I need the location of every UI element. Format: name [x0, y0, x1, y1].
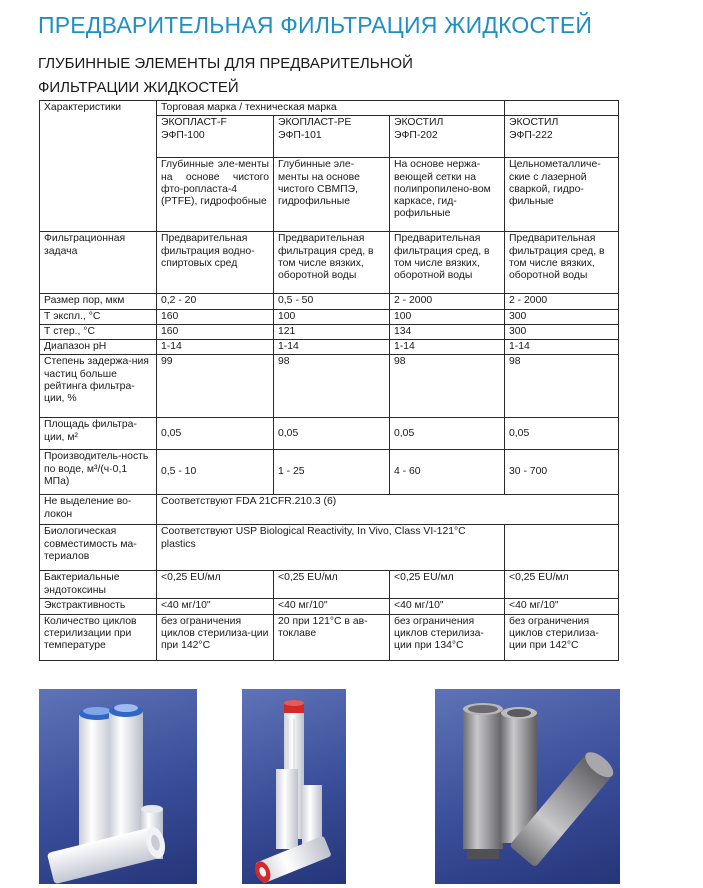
table-cell: Предварительная фильтрация сред, в том числе вязких, оборотной воды [274, 232, 390, 294]
row-label: Производитель-ность по воде, м³/(ч·0,1 МПа) [40, 450, 157, 495]
product-description: Цельнометалличе-ские с лазерной сваркой, гидро-фильные [505, 158, 619, 232]
table-cell: 98 [505, 355, 619, 418]
product-model: ЭФП-100 [161, 129, 205, 141]
table-cell: без ограничения циклов стерилиза-ции при 142°С [157, 614, 274, 660]
table-row [40, 450, 619, 495]
table-cell: 4 - 60 [390, 450, 505, 495]
product-header [505, 116, 619, 158]
product-description: Глубинные эле-менты на основе чистого СВМПЭ, гидрофильные [274, 158, 390, 232]
row-label: Т стер., °С [40, 324, 157, 339]
table-row [40, 355, 619, 418]
table-row [40, 614, 619, 660]
row-label: Бактериальные эндотоксины [40, 571, 157, 599]
table-cell: без ограничения циклов стерилиза-ции при 134°С [390, 614, 505, 660]
table-cell: 160 [157, 324, 274, 339]
table-cell: 30 - 700 [505, 450, 619, 495]
table-cell: 99 [157, 355, 274, 418]
table-row [40, 418, 619, 450]
table-cell: 98 [390, 355, 505, 418]
table-cell: <0,25 EU/мл [390, 571, 505, 599]
table-cell: 98 [274, 355, 390, 418]
product-brand: ЭКОСТИЛ [509, 117, 559, 129]
row-label: Площадь фильтра-ции, м² [40, 418, 157, 450]
product-brand: ЭКОПЛАСТ-F [161, 117, 227, 129]
table-cell: Предварительная фильтрация водно-спиртовых сред [157, 232, 274, 294]
page-title: ПРЕДВАРИТЕЛЬНАЯ ФИЛЬТРАЦИЯ ЖИДКОСТЕЙ [38, 12, 593, 38]
table-cell: 100 [390, 309, 505, 324]
table-cell: <40 мг/10" [274, 599, 390, 614]
row-label: Количество циклов стерилизации при температуре [40, 614, 157, 660]
table-cell: 0,05 [505, 418, 619, 450]
product-model: ЭФП-101 [278, 129, 322, 141]
table-cell: 300 [505, 324, 619, 339]
table-row [40, 294, 619, 309]
table-cell: <0,25 EU/мл [157, 571, 274, 599]
pe-cartridges-image [242, 689, 346, 884]
table-cell: 0,05 [157, 418, 274, 450]
row-label: Степень задержа-ния частиц больше рейтинга фильтра-ции, % [40, 355, 157, 418]
table-cell: Предварительная фильтрация сред, в том числе вязких, оборотной воды [390, 232, 505, 294]
product-brand: ЭКОПЛАСТ-PE [278, 117, 352, 129]
steel-cartridges-image [435, 689, 620, 884]
row-label: Не выделение во-локон [40, 495, 157, 525]
table-cell: 0,05 [390, 418, 505, 450]
table-row [40, 495, 619, 525]
product-header [390, 116, 505, 158]
table-cell: Соответствуют USP Biological Reactivity, In Vivo, Class VI-121°C plastics [157, 525, 505, 571]
table-cell: <40 мг/10" [157, 599, 274, 614]
row-label: Биологическая совместимость ма-териалов [40, 525, 157, 571]
table-row [40, 599, 619, 614]
table-row [40, 571, 619, 599]
table-cell: 100 [274, 309, 390, 324]
table-cell: 1 - 25 [274, 450, 390, 495]
product-brand: ЭКОСТИЛ [394, 117, 444, 129]
table-cell: <0,25 EU/мл [274, 571, 390, 599]
table-cell: 0,05 [274, 418, 390, 450]
table-cell: 0,2 - 20 [157, 294, 274, 309]
table-cell: 1-14 [274, 340, 390, 355]
table-cell: 1-14 [390, 340, 505, 355]
product-description: Глубинные эле-менты на основе чистого фто-ропласта-4 (PTFE), гидрофобные [157, 158, 274, 232]
product-header [157, 116, 274, 158]
table-row [40, 324, 619, 339]
table-row [40, 309, 619, 324]
product-model: ЭФП-202 [394, 129, 438, 141]
ptfe-cartridges-image [39, 689, 197, 884]
table-cell [505, 525, 619, 571]
table-cell: 134 [390, 324, 505, 339]
pe-cartridges-photo [242, 689, 346, 884]
table-cell: 2 - 2000 [390, 294, 505, 309]
table-cell: без ограничения циклов стерилиза-ции при 142°С [505, 614, 619, 660]
table-cell: 1-14 [505, 340, 619, 355]
table-cell: 1-14 [157, 340, 274, 355]
table-cell: Соответствуют FDA 21CFR.210.3 (6) [157, 495, 619, 525]
steel-cartridges-photo [435, 689, 620, 884]
table-cell: 160 [157, 309, 274, 324]
product-model: ЭФП-222 [509, 129, 553, 141]
group-header: Торговая марка / техническая марка [157, 101, 505, 116]
corner-label: Характеристики [40, 101, 157, 232]
table-cell: Предварительная фильтрация сред, в том числе вязких, оборотной воды [505, 232, 619, 294]
table-cell: <40 мг/10" [390, 599, 505, 614]
table-row [40, 101, 619, 116]
row-label: Диапазон рН [40, 340, 157, 355]
table-cell: <40 мг/10" [505, 599, 619, 614]
product-header [274, 116, 390, 158]
ptfe-cartridges-photo [39, 689, 197, 884]
row-label: Экстрактивность [40, 599, 157, 614]
table-cell: 2 - 2000 [505, 294, 619, 309]
row-label: Т экспл., °С [40, 309, 157, 324]
table-cell: 0,5 - 50 [274, 294, 390, 309]
table-cell: 300 [505, 309, 619, 324]
spec-table [39, 100, 619, 661]
row-label: Фильтрационная задача [40, 232, 157, 294]
page-subtitle: ГЛУБИННЫЕ ЭЛЕМЕНТЫ ДЛЯ ПРЕДВАРИТЕЛЬНОЙ ФИЛЬТРАЦИИ ЖИДКОСТЕЙ [38, 55, 413, 96]
table-cell: 0,5 - 10 [157, 450, 274, 495]
table-row [40, 525, 619, 571]
product-description: На основе нержа-веющей сетки на полипропилено-вом каркасе, гид-рофильные [390, 158, 505, 232]
table-cell [505, 101, 619, 116]
row-label: Размер пор, мкм [40, 294, 157, 309]
table-cell: 121 [274, 324, 390, 339]
table-cell: 20 при 121°С в ав-токлаве [274, 614, 390, 660]
table-row [40, 340, 619, 355]
table-cell: <0,25 EU/мл [505, 571, 619, 599]
table-row [40, 232, 619, 294]
